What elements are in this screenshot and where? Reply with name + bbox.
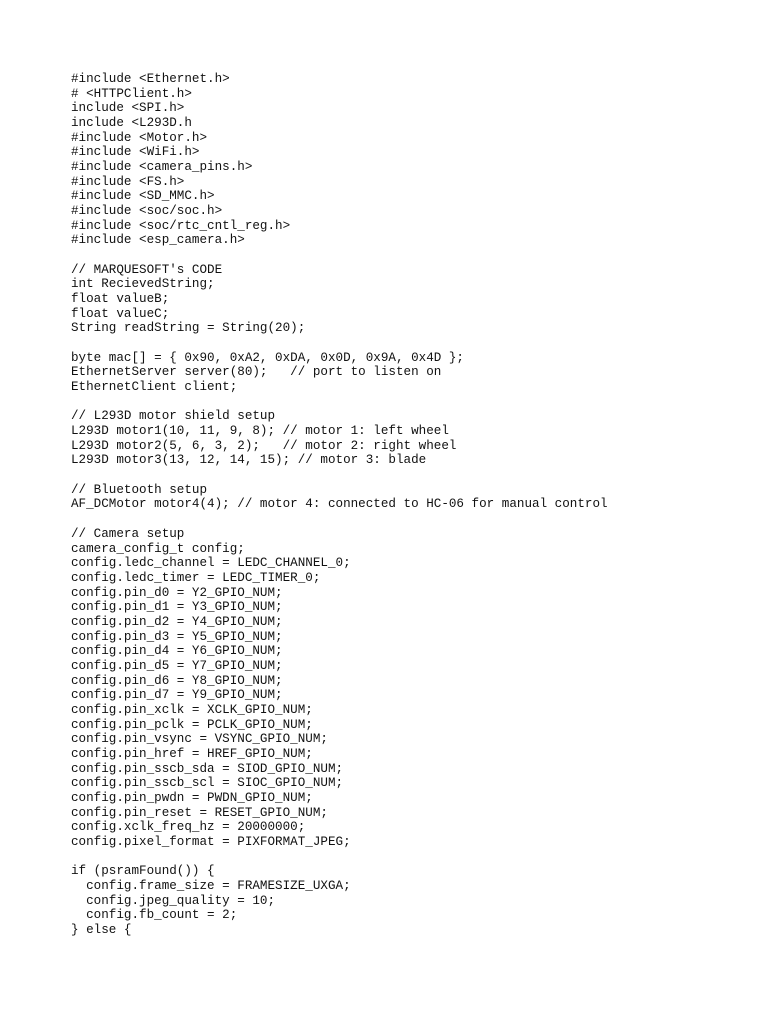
code-line: config.pin_pclk = PCLK_GPIO_NUM;: [71, 717, 313, 732]
code-line: EthernetServer server(80); // port to listen on: [71, 365, 442, 380]
code-line: config.pin_pwdn = PWDN_GPIO_NUM;: [71, 790, 313, 805]
code-line: #include <Motor.h>: [71, 130, 208, 145]
code-line: float valueC;: [71, 306, 170, 321]
code-line: L293D motor1(10, 11, 9, 8); // motor 1: left wheel: [71, 424, 449, 439]
code-line: [71, 468, 608, 483]
code-line: // MARQUESOFT's CODE: [71, 262, 223, 277]
code-line: config.xclk_freq_hz = 20000000;: [71, 820, 306, 835]
code-line: config.pin_d0 = Y2_GPIO_NUM;: [71, 585, 283, 600]
code-block: [71, 72, 608, 938]
code-line: #include <soc/soc.h>: [71, 204, 223, 219]
code-line: config.pin_href = HREF_GPIO_NUM;: [71, 746, 313, 761]
code-line: #include <SD_MMC.h>: [71, 189, 215, 204]
code-line: L293D motor3(13, 12, 14, 15); // motor 3: blade: [71, 453, 427, 468]
code-line: config.pin_d1 = Y3_GPIO_NUM;: [71, 600, 283, 615]
code-line: int RecievedString;: [71, 277, 215, 292]
code-line: camera_config_t config;: [71, 541, 245, 556]
code-line: config.pin_sscb_sda = SIOD_GPIO_NUM;: [71, 761, 344, 776]
code-line: [71, 248, 608, 263]
code-line: String readString = String(20);: [71, 321, 306, 336]
code-line: include <L293D.h: [71, 116, 192, 131]
code-line: # <HTTPClient.h>: [71, 86, 192, 101]
code-line: // Camera setup: [71, 526, 185, 541]
code-line: #include <FS.h>: [71, 174, 185, 189]
code-line: config.frame_size = FRAMESIZE_UXGA;: [71, 878, 351, 893]
code-line: // L293D motor shield setup: [71, 409, 276, 424]
code-line: config.pixel_format = PIXFORMAT_JPEG;: [71, 834, 351, 849]
code-line: config.pin_sscb_scl = SIOC_GPIO_NUM;: [71, 776, 344, 791]
code-line: #include <esp_camera.h>: [71, 233, 245, 248]
code-line: EthernetClient client;: [71, 380, 238, 395]
code-line: #include <camera_pins.h>: [71, 160, 253, 175]
code-line: [71, 395, 608, 410]
code-line: config.pin_vsync = VSYNC_GPIO_NUM;: [71, 732, 328, 747]
code-line: [71, 850, 608, 865]
code-line: #include <soc/rtc_cntl_reg.h>: [71, 218, 291, 233]
code-line: // Bluetooth setup: [71, 482, 208, 497]
code-line: config.pin_d3 = Y5_GPIO_NUM;: [71, 629, 283, 644]
code-line: [71, 512, 608, 527]
code-line: config.ledc_channel = LEDC_CHANNEL_0;: [71, 556, 351, 571]
code-line: float valueB;: [71, 292, 170, 307]
code-line: config.pin_reset = RESET_GPIO_NUM;: [71, 805, 328, 820]
code-line: config.ledc_timer = LEDC_TIMER_0;: [71, 570, 321, 585]
code-line: AF_DCMotor motor4(4); // motor 4: connected to HC-06 for manual control: [71, 497, 608, 512]
code-line: if (psramFound()) {: [71, 864, 215, 879]
code-line: config.pin_d7 = Y9_GPIO_NUM;: [71, 688, 283, 703]
code-line: config.jpeg_quality = 10;: [71, 893, 276, 908]
code-line: config.pin_d6 = Y8_GPIO_NUM;: [71, 673, 283, 688]
code-line: config.pin_d2 = Y4_GPIO_NUM;: [71, 614, 283, 629]
code-line: byte mac[] = { 0x90, 0xA2, 0xDA, 0x0D, 0x9A, 0x4D };: [71, 350, 464, 365]
code-line: #include <WiFi.h>: [71, 145, 200, 160]
code-line: } else {: [71, 922, 132, 937]
code-line: L293D motor2(5, 6, 3, 2); // motor 2: right wheel: [71, 438, 457, 453]
code-line: [71, 336, 608, 351]
code-line: #include <Ethernet.h>: [71, 72, 230, 86]
code-line: config.pin_d4 = Y6_GPIO_NUM;: [71, 644, 283, 659]
code-line: config.pin_d5 = Y7_GPIO_NUM;: [71, 658, 283, 673]
code-line: include <SPI.h>: [71, 101, 185, 116]
code-line: config.fb_count = 2;: [71, 908, 238, 923]
code-line: config.pin_xclk = XCLK_GPIO_NUM;: [71, 702, 313, 717]
